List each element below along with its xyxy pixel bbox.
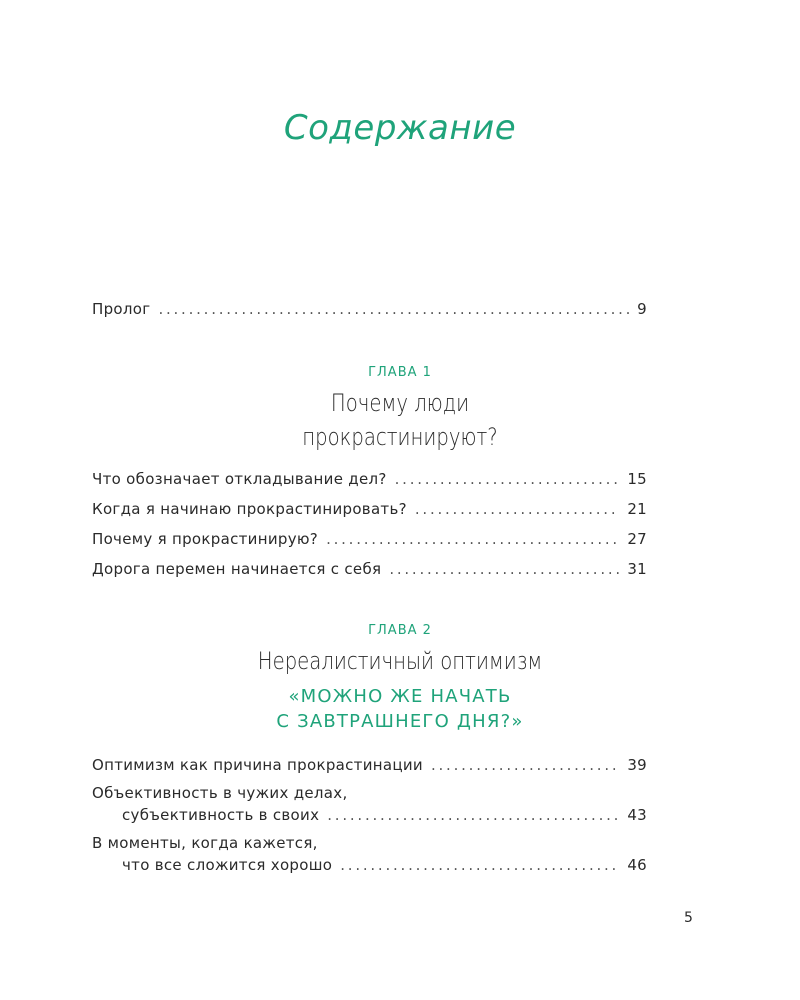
dot-leader — [389, 560, 619, 578]
chapter-2-label: ГЛАВА 2 — [368, 623, 432, 638]
chapter-1-label: ГЛАВА 1 — [368, 365, 432, 380]
toc-entry-page: 39 — [627, 756, 647, 774]
toc-entry-page: 27 — [627, 530, 647, 548]
chapter-2-subtitle-line-2: С ЗАВТРАШНЕГО ДНЯ?» — [276, 711, 524, 732]
chapter-1-title-line-1: Почему люди — [330, 389, 470, 417]
dot-leader — [431, 756, 619, 774]
toc-entry-label-line-1[interactable]: Объективность в чужих делах, — [92, 784, 348, 802]
toc-entry-prologue[interactable] — [92, 300, 647, 322]
chapter-2-title: Нереалистичный оптимизм — [257, 647, 543, 675]
toc-entry[interactable] — [92, 500, 647, 522]
dot-leader — [158, 300, 629, 318]
toc-entry-label: Почему я прокрастинирую? — [92, 530, 319, 548]
toc-entry[interactable] — [122, 806, 647, 828]
toc-entry-label-line-2: субъективность в своих — [122, 806, 320, 824]
chapter-1-title-line-2: прокрастинируют? — [302, 423, 498, 451]
page-number: 5 — [684, 910, 693, 926]
dot-leader — [327, 806, 619, 824]
toc-entry-label: Что обозначает откладывание дел? — [92, 470, 387, 488]
toc-entry-label: Дорога перемен начинается с себя — [92, 560, 382, 578]
toc-entry[interactable] — [92, 560, 647, 582]
toc-entry-page: 15 — [627, 470, 647, 488]
dot-leader — [395, 470, 620, 488]
dot-leader — [340, 856, 619, 874]
toc-entry-label: Пролог — [92, 300, 151, 318]
toc-entry[interactable] — [92, 470, 647, 492]
dot-leader — [415, 500, 619, 518]
toc-entry[interactable] — [92, 530, 647, 552]
toc-entry-page: 31 — [627, 560, 647, 578]
toc-entry-label-line-2: что все сложится хорошо — [122, 856, 333, 874]
toc-entry-page: 9 — [637, 300, 647, 318]
toc-entry-label: Оптимизм как причина прокрастинации — [92, 756, 423, 774]
chapter-2-subtitle-line-1: «МОЖНО ЖЕ НАЧАТЬ — [288, 686, 512, 707]
toc-entry[interactable] — [92, 756, 647, 778]
toc-entry-page: 21 — [627, 500, 647, 518]
toc-entry-label-line-1[interactable]: В моменты, когда кажется, — [92, 834, 318, 852]
toc-entry-page: 46 — [627, 856, 647, 874]
toc-entry[interactable] — [122, 856, 647, 878]
toc-entry-label: Когда я начинаю прокрастинировать? — [92, 500, 407, 518]
page-title: Содержание — [283, 108, 517, 148]
dot-leader — [326, 530, 619, 548]
toc-entry-page: 43 — [627, 806, 647, 824]
